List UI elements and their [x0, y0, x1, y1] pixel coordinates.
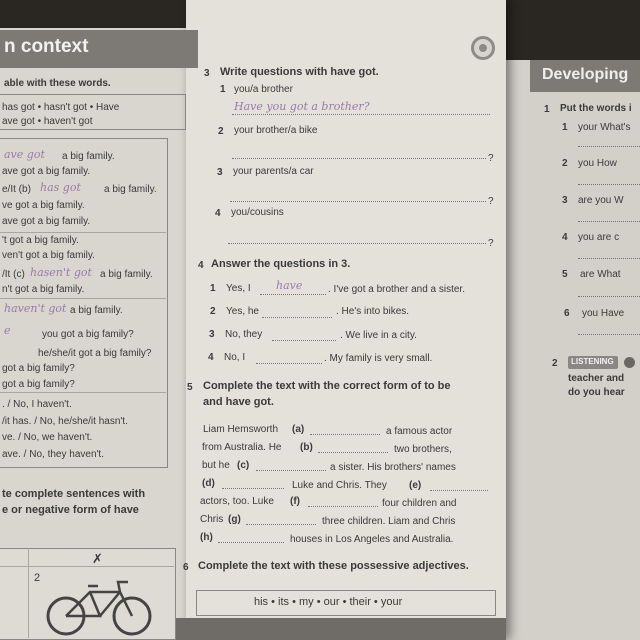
right-header-title: Developing: [542, 66, 629, 83]
handwritten-answer: hasen't got: [30, 266, 92, 279]
gap-letter: (d): [202, 478, 215, 489]
right-page: [506, 60, 640, 640]
answer-line[interactable]: [430, 490, 488, 491]
question-mark: ?: [488, 196, 494, 207]
exercise-title: e or negative form of have: [2, 504, 139, 516]
table-row-text: he/she/it got a big family?: [38, 348, 152, 359]
handwritten-answer: Have you got a brother?: [234, 100, 370, 113]
picture-number: 2: [34, 572, 41, 584]
table-row-text: a big family.: [104, 184, 157, 195]
table-row-text: you got a big family?: [42, 329, 134, 340]
item-number: 3: [562, 195, 568, 206]
word-prompt: you Have: [582, 308, 625, 319]
table-row-text: 't got a big family.: [2, 235, 79, 246]
table-row-text: ve. / No, we haven't.: [2, 432, 93, 443]
exercise-number: 4: [198, 260, 204, 271]
table-row-text: got a big family?: [2, 363, 75, 374]
table-row-text: ven't got a big family.: [2, 250, 95, 261]
exercise-title: te complete sentences with: [2, 488, 146, 500]
table-row-text: got a big family?: [2, 379, 75, 390]
play-icon[interactable]: [624, 357, 635, 368]
exercise-title: teacher and: [568, 373, 625, 384]
answer-line[interactable]: [272, 340, 336, 341]
answer-prefix: No, I: [224, 352, 246, 363]
text-segment: actors, too. Luke: [200, 496, 274, 507]
exercise-title: and have got.: [203, 396, 274, 408]
cross-mark-icon: ✗: [92, 551, 103, 566]
gap-letter: (c): [237, 460, 250, 471]
answer-line[interactable]: [222, 488, 284, 489]
answer-line[interactable]: [318, 452, 388, 453]
question-mark: ?: [488, 238, 494, 249]
answer-prefix: Yes, I: [226, 283, 251, 294]
word-prompt: are What: [580, 269, 621, 280]
gap-letter: (f): [290, 496, 300, 507]
left-section-header: [0, 30, 198, 68]
exercise-number: 3: [204, 68, 210, 79]
exercise-number: 1: [544, 104, 550, 115]
answer-line[interactable]: [218, 542, 284, 543]
answer-line[interactable]: [578, 221, 640, 222]
table-row-text: a big family.: [100, 269, 153, 280]
exercise-title: Complete the text with these possessive adjectives.: [198, 560, 469, 572]
gap-letter: (h): [200, 532, 213, 543]
listening-label: LISTENING: [571, 357, 614, 366]
item-number: 2: [210, 306, 216, 317]
answer-suffix: . I've got a brother and a sister.: [328, 284, 465, 295]
table-row-text: /it has. / No, he/she/it hasn't.: [2, 416, 128, 427]
text-segment: but he: [202, 460, 230, 471]
answer-line: [260, 294, 326, 295]
exercise-number: 5: [187, 382, 193, 393]
text-segment: Luke and Chris. They: [292, 480, 387, 491]
question-prompt: you/a brother: [234, 84, 293, 95]
table-row-text: . / No, I haven't.: [2, 399, 72, 410]
answer-line[interactable]: [308, 506, 378, 507]
word-list: his • its • my • our • their • your: [254, 596, 403, 608]
grid-divider: [28, 548, 29, 638]
exercise-title: Complete the text with the correct form of to be: [203, 380, 451, 392]
answer-line: [232, 114, 490, 115]
gap-letter: (e): [409, 480, 422, 491]
answer-line[interactable]: [578, 146, 640, 147]
answer-suffix: . My family is very small.: [324, 353, 433, 364]
gap-letter: (a): [292, 424, 305, 435]
table-instruction: able with these words.: [4, 78, 111, 89]
item-number: 1: [220, 84, 226, 95]
table-row-text: /It (c): [2, 269, 25, 280]
question-prompt: you/cousins: [231, 207, 284, 218]
exercise-title: Answer the questions in 3.: [211, 258, 351, 270]
text-segment: four children and: [382, 498, 457, 509]
table-row-text: n't got a big family.: [2, 284, 85, 295]
bicycle-icon: [44, 578, 154, 636]
answer-prefix: Yes, he: [226, 306, 259, 317]
text-segment: two brothers,: [394, 444, 452, 455]
gap-letter: (g): [228, 514, 241, 525]
table-row-text: ave. / No, they haven't.: [2, 449, 104, 460]
item-number: 4: [562, 232, 568, 243]
word-prompt: your What's: [578, 122, 631, 133]
table-row-text: ave got a big family.: [2, 166, 91, 177]
exercise-number: 6: [183, 562, 189, 573]
text-segment: from Australia. He: [202, 442, 282, 453]
gap-letter: (b): [300, 442, 313, 453]
bottom-strip: [176, 618, 506, 640]
word-box-line-1: has got • hasn't got • Have: [2, 102, 120, 113]
answer-line[interactable]: [578, 258, 640, 259]
answer-line[interactable]: [230, 201, 486, 202]
text-segment: houses in Los Angeles and Australia.: [290, 534, 454, 545]
text-segment: a famous actor: [386, 426, 453, 437]
handwritten-answer: have: [276, 279, 303, 292]
text-segment: three children. Liam and Chris: [322, 516, 456, 527]
answer-line[interactable]: [256, 363, 322, 364]
item-number: 1: [562, 122, 568, 133]
question-prompt: your parents/a car: [233, 166, 314, 177]
exercise-number: 2: [552, 358, 558, 369]
table-row-text: a big family.: [70, 305, 123, 316]
table-divider: [0, 392, 166, 393]
item-number: 3: [217, 167, 223, 178]
answer-line[interactable]: [578, 296, 640, 297]
exercise-title: do you hear: [568, 387, 625, 398]
text-segment: a sister. His brothers' names: [330, 462, 456, 473]
handwritten-answer: has got: [40, 181, 81, 194]
answer-suffix: . We live in a city.: [340, 330, 417, 341]
right-section-header: [530, 60, 640, 92]
item-number: 6: [564, 308, 570, 319]
answer-line[interactable]: [228, 243, 486, 244]
exercise-title: Write questions with have got.: [220, 66, 379, 78]
table-row-text: e/It (b): [2, 184, 31, 195]
item-number: 2: [218, 126, 224, 137]
table-row-text: a big family.: [62, 151, 115, 162]
text-segment: Liam Hemsworth: [203, 424, 279, 435]
table-row-text: ave got a big family.: [2, 216, 91, 227]
gear-icon: [471, 36, 495, 60]
handwritten-answer: e: [4, 324, 11, 337]
word-prompt: are you W: [578, 195, 624, 206]
question-mark: ?: [488, 153, 494, 164]
left-header-title: n context: [4, 36, 89, 57]
text-segment: Chris: [200, 514, 224, 525]
item-number: 3: [209, 329, 215, 340]
table-row-text: ve got a big family.: [2, 200, 85, 211]
table-divider: [0, 298, 166, 299]
word-prompt: you How: [578, 158, 617, 169]
item-number: 4: [215, 208, 221, 219]
handwritten-answer: ave got: [4, 148, 45, 161]
answer-prefix: No, they: [225, 329, 263, 340]
answer-suffix: . He's into bikes.: [336, 306, 410, 317]
answer-line[interactable]: [310, 434, 380, 435]
answer-line[interactable]: [246, 524, 316, 525]
answer-line[interactable]: [256, 470, 326, 471]
answer-line[interactable]: [262, 317, 332, 318]
word-box-line-2: ave got • haven't got: [2, 116, 93, 127]
answer-line[interactable]: [578, 184, 640, 185]
answer-line[interactable]: [232, 158, 486, 159]
handwritten-answer: haven't got: [4, 302, 67, 315]
grid-divider: [0, 566, 174, 567]
item-number: 4: [208, 352, 214, 363]
item-number: 2: [562, 158, 568, 169]
question-prompt: your brother/a bike: [234, 125, 318, 136]
word-prompt: you are c: [578, 232, 620, 243]
exercise-title: Put the words i: [560, 103, 632, 114]
listening-badge: [568, 356, 618, 369]
answer-line[interactable]: [578, 334, 640, 335]
item-number: 5: [562, 269, 568, 280]
table-divider: [0, 232, 166, 233]
item-number: 1: [210, 283, 216, 294]
